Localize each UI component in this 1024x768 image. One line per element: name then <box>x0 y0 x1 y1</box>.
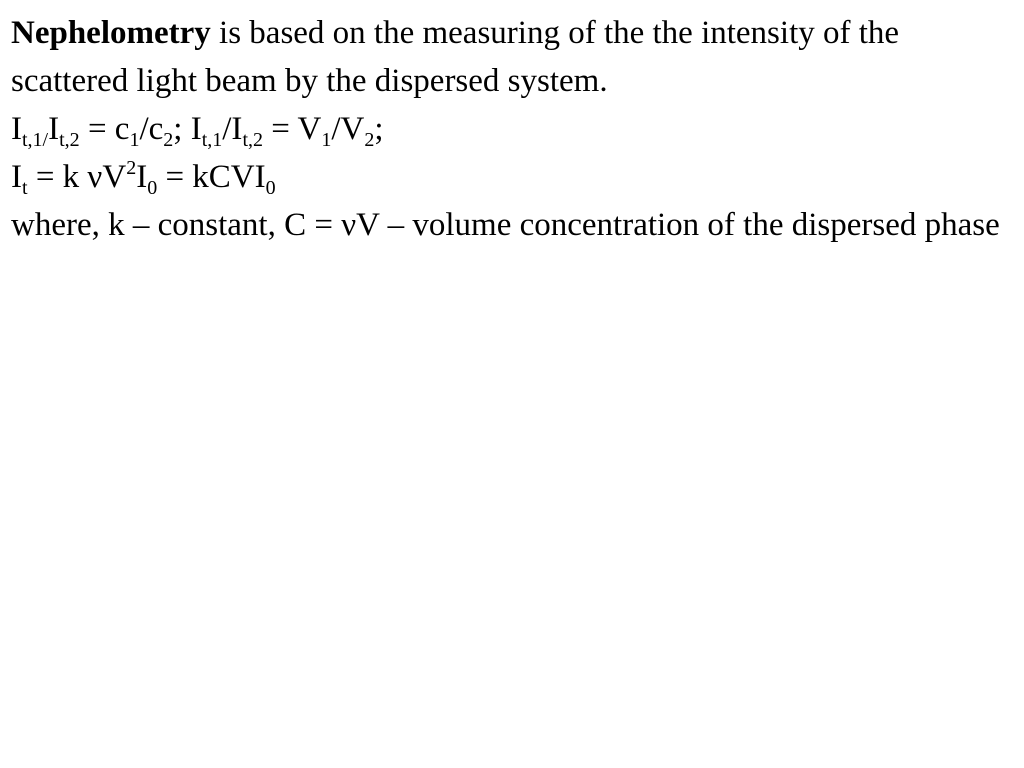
formula-subscript: 0 <box>265 177 276 199</box>
formula-superscript: 2 <box>126 157 137 179</box>
formula-subscript: 2 <box>163 129 174 151</box>
formula-text: /I <box>222 111 243 147</box>
formula-ratio-line <box>11 105 1011 153</box>
formula-subscript: t,1 <box>201 129 223 151</box>
slide-content <box>11 9 1011 249</box>
formula-subscript: 1 <box>129 129 140 151</box>
formula-subscript: t <box>22 177 28 199</box>
where-paragraph: where, k – constant, C = νV – volume concentration of the dispersed phase <box>11 207 1000 243</box>
term-nephelometry: Nephelometry <box>11 15 211 51</box>
intro-paragraph <box>11 9 1011 105</box>
formula-subscript: 2 <box>364 129 375 151</box>
formula-subscript: 1 <box>321 129 332 151</box>
formula-text: = V <box>263 111 322 147</box>
formula-symbol: I <box>11 159 22 195</box>
formula-text: = c <box>79 111 130 147</box>
formula-intensity-line <box>11 153 1011 201</box>
formula-text: = k νV <box>27 159 127 195</box>
formula-symbol: I <box>11 111 22 147</box>
formula-text: /V <box>331 111 365 147</box>
formula-subscript: 0 <box>147 177 158 199</box>
formula-text: ; I <box>173 111 202 147</box>
formula-subscript: t,1/ <box>22 129 49 151</box>
formula-text: ; <box>374 111 384 147</box>
formula-symbol: I <box>136 159 148 195</box>
formula-subscript: t,2 <box>59 129 80 151</box>
formula-subscript: t,2 <box>242 129 263 151</box>
formula-text: = kCVI <box>157 159 266 195</box>
formula-text: /c <box>139 111 164 147</box>
formula-symbol: I <box>48 111 60 147</box>
intro-text: is based on the measuring of the the intensity of the scattered light beam by the dispersed system. <box>11 15 900 99</box>
